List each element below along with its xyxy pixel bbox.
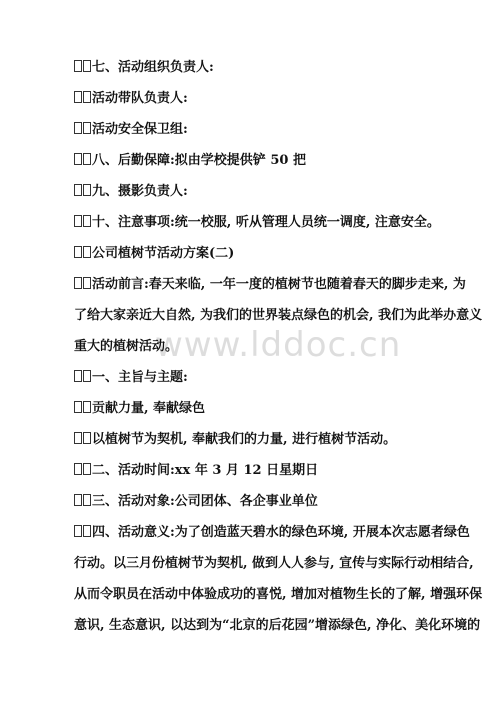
missing-glyph-icon <box>74 91 82 103</box>
text-line: 一、主旨与主题: <box>74 370 454 386</box>
text-line: 八、后勤保障:拟由学校提供铲 50 把 <box>74 153 454 169</box>
missing-glyph-icon <box>74 277 82 289</box>
text-line: 以植树节为契机, 奉献我们的力量, 进行植树节活动。 <box>74 432 454 448</box>
text-line: 贡献力量, 奉献绿色 <box>74 401 454 417</box>
missing-glyph-icon <box>74 401 82 413</box>
missing-glyph-icon <box>83 60 91 72</box>
text-line: 从而令职员在活动中体验成功的喜悦, 增加对植物生长的了解, 增强环保 <box>74 587 483 602</box>
missing-glyph-icon <box>74 215 82 227</box>
text-line: 活动安全保卫组: <box>74 122 454 138</box>
text-line: 了给大家亲近大自然, 为我们的世界装点绿色的机会, 我们为此举办意义 <box>74 308 483 323</box>
text-line: 二、活动时间:xx 年 3 月 12 日星期日 <box>74 463 454 479</box>
missing-glyph-icon <box>83 432 91 444</box>
missing-glyph-icon <box>74 184 82 196</box>
missing-glyph-icon <box>74 60 82 72</box>
text-line: 活动前言:春天来临, 一年一度的植树节也随着春天的脚步走来, 为 <box>74 277 454 293</box>
missing-glyph-icon <box>83 153 91 165</box>
text-line: 三、活动对象:公司团体、各企事业单位 <box>74 494 454 510</box>
text-line: 四、活动意义:为了创造蓝天碧水的绿色环境, 开展本次志愿者绿色 <box>74 525 454 541</box>
missing-glyph-icon <box>83 525 91 537</box>
missing-glyph-icon <box>74 370 82 382</box>
missing-glyph-icon <box>83 401 91 413</box>
missing-glyph-icon <box>83 277 91 289</box>
watermark: www.lddoc.cn <box>155 325 402 365</box>
text-line: 十、注意事项:统一校服, 听从管理人员统一调度, 注意安全。 <box>74 215 454 231</box>
missing-glyph-icon <box>83 246 91 258</box>
text-line: 行动。以三月份植树节为契机, 做到人人参与, 宣传与实际行动相结合, <box>74 556 474 571</box>
text-line: 活动带队负责人: <box>74 91 454 107</box>
missing-glyph-icon <box>83 122 91 134</box>
text-line: 九、摄影负责人: <box>74 184 454 200</box>
section-heading: 公司植树节活动方案(二) <box>74 246 454 262</box>
missing-glyph-icon <box>74 432 82 444</box>
missing-glyph-icon <box>74 525 82 537</box>
text-line: 意识, 生态意识, 以达到为“北京的后花园”增添绿色, 净化、美化环境的 <box>74 618 481 633</box>
missing-glyph-icon <box>83 91 91 103</box>
missing-glyph-icon <box>83 370 91 382</box>
missing-glyph-icon <box>74 122 82 134</box>
missing-glyph-icon <box>74 463 82 475</box>
missing-glyph-icon <box>74 246 82 258</box>
missing-glyph-icon <box>74 494 82 506</box>
missing-glyph-icon <box>83 184 91 196</box>
missing-glyph-icon <box>83 215 91 227</box>
missing-glyph-icon <box>74 153 82 165</box>
text-line: 七、活动组织负责人: <box>74 60 454 76</box>
missing-glyph-icon <box>83 463 91 475</box>
text-line: 重大的植树活动。 <box>74 339 179 354</box>
missing-glyph-icon <box>83 494 91 506</box>
